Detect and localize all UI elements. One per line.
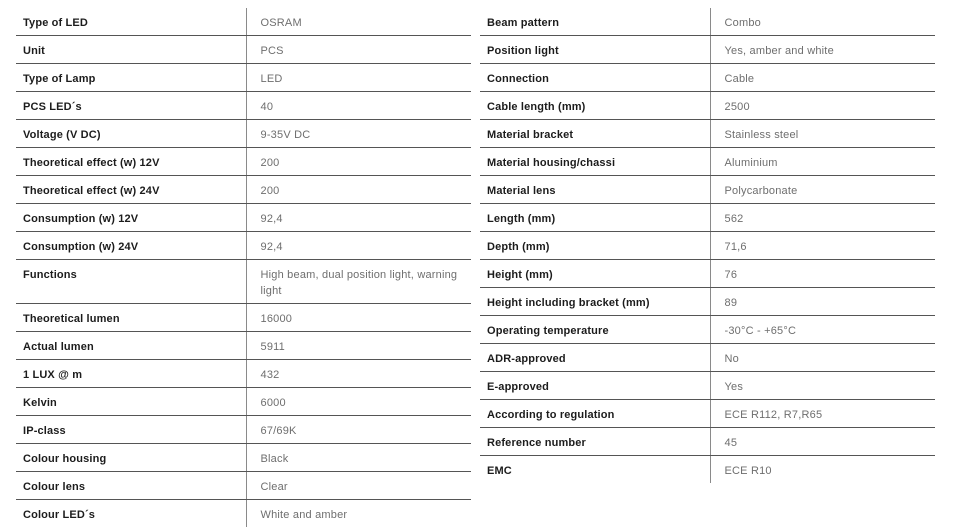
table-row [16, 304, 471, 332]
table-row [480, 428, 935, 456]
spec-value: 5911 [246, 332, 471, 360]
spec-value: Combo [710, 8, 935, 36]
spec-value: ECE R112, R7,R65 [710, 400, 935, 428]
spec-label: Voltage (V DC) [16, 120, 246, 148]
table-row [16, 260, 471, 304]
spec-value: 200 [246, 176, 471, 204]
spec-label: Unit [16, 36, 246, 64]
spec-label: Colour LED´s [16, 500, 246, 527]
spec-value: 16000 [246, 304, 471, 332]
table-row [480, 456, 935, 484]
table-row [16, 8, 471, 36]
spec-label: Beam pattern [480, 8, 710, 36]
spec-value: Black [246, 444, 471, 472]
spec-value: 92,4 [246, 204, 471, 232]
table-row [480, 400, 935, 428]
table-row [480, 344, 935, 372]
spec-value: High beam, dual position light, warning light [246, 260, 471, 304]
table-row [480, 316, 935, 344]
spec-label: Consumption (w) 12V [16, 204, 246, 232]
spec-label: IP-class [16, 416, 246, 444]
spec-label: Colour lens [16, 472, 246, 500]
spec-label: Kelvin [16, 388, 246, 416]
spec-label: Material bracket [480, 120, 710, 148]
table-row [16, 444, 471, 472]
spec-value: 40 [246, 92, 471, 120]
spec-label: Depth (mm) [480, 232, 710, 260]
spec-label: Cable length (mm) [480, 92, 710, 120]
table-row [480, 64, 935, 92]
spec-label: Position light [480, 36, 710, 64]
table-row [16, 120, 471, 148]
spec-label: 1 LUX @ m [16, 360, 246, 388]
table-row [480, 372, 935, 400]
table-row [480, 288, 935, 316]
spec-label: Material lens [480, 176, 710, 204]
spec-value: LED [246, 64, 471, 92]
spec-label: Material housing/chassi [480, 148, 710, 176]
table-row [16, 92, 471, 120]
spec-label: Connection [480, 64, 710, 92]
spec-label: Theoretical effect (w) 12V [16, 148, 246, 176]
table-row [16, 360, 471, 388]
table-row [16, 176, 471, 204]
spec-label: Length (mm) [480, 204, 710, 232]
spec-value: 2500 [710, 92, 935, 120]
spec-label: PCS LED´s [16, 92, 246, 120]
spec-label: Consumption (w) 24V [16, 232, 246, 260]
spec-value: 92,4 [246, 232, 471, 260]
table-row [16, 416, 471, 444]
spec-label: Colour housing [16, 444, 246, 472]
table-row [480, 8, 935, 36]
table-row [16, 332, 471, 360]
table-row [16, 472, 471, 500]
spec-table-left [16, 8, 471, 527]
spec-value: 71,6 [710, 232, 935, 260]
spec-value: 432 [246, 360, 471, 388]
spec-value: Aluminium [710, 148, 935, 176]
spec-value: 89 [710, 288, 935, 316]
spec-value: 200 [246, 148, 471, 176]
table-row [16, 388, 471, 416]
spec-label: Functions [16, 260, 246, 304]
spec-label: Actual lumen [16, 332, 246, 360]
spec-value: Polycarbonate [710, 176, 935, 204]
table-row [480, 36, 935, 64]
spec-label: Reference number [480, 428, 710, 456]
spec-value: Yes, amber and white [710, 36, 935, 64]
spec-value: Yes [710, 372, 935, 400]
table-row [480, 176, 935, 204]
table-row [16, 232, 471, 260]
table-row [16, 204, 471, 232]
spec-value: 6000 [246, 388, 471, 416]
table-row [16, 64, 471, 92]
spec-label: Type of Lamp [16, 64, 246, 92]
spec-label: ADR-approved [480, 344, 710, 372]
spec-value: PCS [246, 36, 471, 64]
spec-value: Clear [246, 472, 471, 500]
table-row [480, 204, 935, 232]
table-row [480, 260, 935, 288]
spec-value: -30°C - +65°C [710, 316, 935, 344]
spec-value: 562 [710, 204, 935, 232]
spec-label: E-approved [480, 372, 710, 400]
spec-label: Theoretical lumen [16, 304, 246, 332]
spec-value: 45 [710, 428, 935, 456]
spec-label: Type of LED [16, 8, 246, 36]
spec-value: Cable [710, 64, 935, 92]
spec-value: ECE R10 [710, 456, 935, 484]
spec-label: EMC [480, 456, 710, 484]
spec-table-right [480, 8, 935, 483]
table-row [480, 120, 935, 148]
spec-value: 76 [710, 260, 935, 288]
table-row [16, 36, 471, 64]
spec-label: Height (mm) [480, 260, 710, 288]
spec-value: OSRAM [246, 8, 471, 36]
table-row [480, 232, 935, 260]
spec-value: 9-35V DC [246, 120, 471, 148]
spec-value: White and amber [246, 500, 471, 527]
spec-label: Theoretical effect (w) 24V [16, 176, 246, 204]
table-row [16, 500, 471, 527]
spec-value: 67/69K [246, 416, 471, 444]
spec-label: Operating temperature [480, 316, 710, 344]
spec-label: According to regulation [480, 400, 710, 428]
spec-label: Height including bracket (mm) [480, 288, 710, 316]
table-row [480, 92, 935, 120]
spec-value: Stainless steel [710, 120, 935, 148]
spec-value: No [710, 344, 935, 372]
table-row [16, 148, 471, 176]
table-row [480, 148, 935, 176]
